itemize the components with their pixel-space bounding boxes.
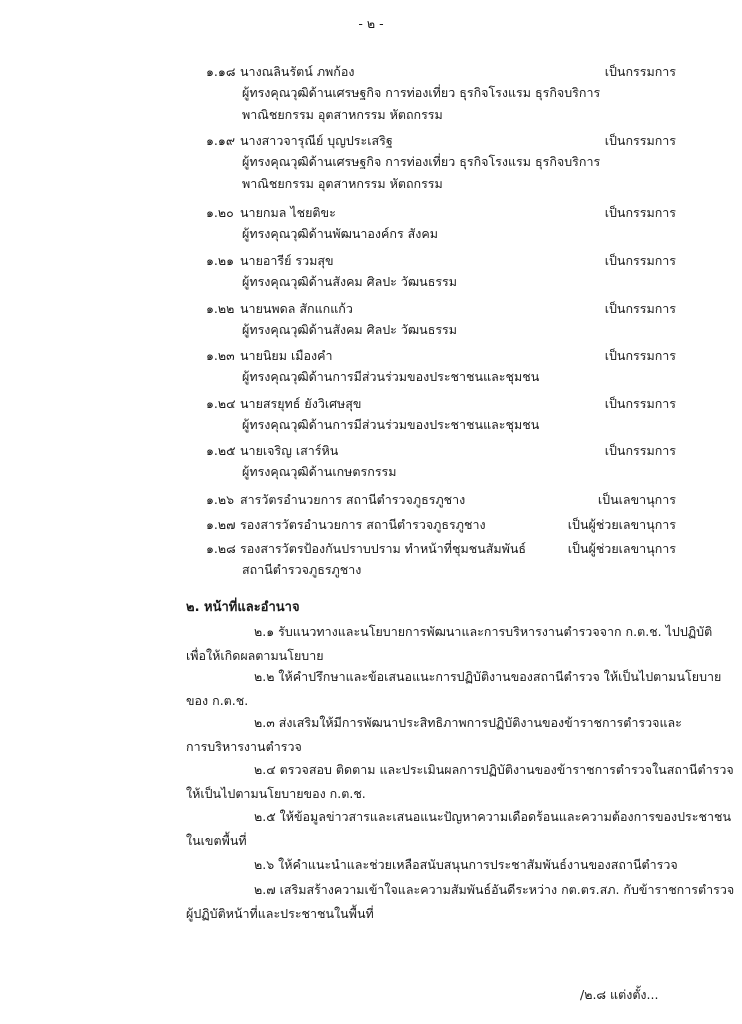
duty-item [186, 620, 713, 668]
duty-text: ๒.๓ ส่งเสริมให้มีการพัฒนาประสิทธิภาพการปฏิบัติงานของข้าราชการตำรวจและ [254, 715, 682, 730]
member-qualification: ผู้ทรงคุณวุฒิด้านพัฒนาองค์กร สังคม [242, 226, 438, 241]
member-qualification: ผู้ทรงคุณวุฒิด้านสังคม ศิลปะ วัฒนธรรม [242, 274, 458, 289]
member-entry [206, 299, 676, 341]
duty-text-continued: ของ ก.ต.ช. [186, 693, 249, 708]
member-qualification: พาณิชยกรรม อุตสาหกรรม หัตถกรรม [242, 107, 443, 122]
member-role: เป็นกรรมการ [604, 348, 676, 363]
member-qualification: ผู้ทรงคุณวุฒิด้านเกษตรกรรม [242, 464, 397, 479]
duty-text-continued: การบริหารงานตำรวจ [186, 739, 302, 754]
duty-text-continued: ในเขตพื้นที่ [186, 833, 247, 848]
member-entry [206, 203, 676, 245]
duty-text-continued: ผู้ปฏิบัติหน้าที่และประชาชนในพื้นที่ [186, 906, 374, 921]
member-name: นายสรยุทธ์ ยังวิเศษสุข [240, 396, 362, 411]
member-qualification: พาณิชยกรรม อุตสาหกรรม หัตถกรรม [242, 176, 443, 191]
duty-item [186, 853, 678, 877]
member-number: ๑.๒๗ [206, 517, 236, 532]
duty-item [186, 878, 735, 926]
member-qualification: ผู้ทรงคุณวุฒิด้านการมีส่วนร่วมของประชาชนและชุมชน [242, 417, 540, 432]
member-number: ๑.๒๑ [206, 253, 235, 268]
member-name: นายอารีย์ รวมสุข [240, 253, 334, 268]
member-role: เป็นกรรมการ [604, 301, 676, 316]
member-entry [206, 539, 676, 581]
duty-item [186, 665, 722, 713]
member-entry [206, 515, 676, 535]
member-role: เป็นกรรมการ [604, 133, 676, 148]
member-entry [206, 131, 676, 195]
member-qualification: สถานีตำรวจภูธรภูชาง [242, 562, 362, 577]
duty-text: ๒.๖ ให้คำแนะนำและช่วยเหลือสนับสนุนการประชาสัมพันธ์งานของสถานีตำรวจ [254, 857, 678, 872]
member-number: ๑.๒๔ [206, 396, 236, 411]
duty-text: ๒.๗ เสริมสร้างความเข้าใจและความสัมพันธ์อันดีระหว่าง กต.ตร.สภ. กับข้าราชการตำรวจ [254, 882, 735, 897]
duty-text: ๒.๔ ตรวจสอบ ติดตาม และประเมินผลการปฏิบัติงานของข้าราชการตำรวจในสถานีตำรวจ [254, 762, 734, 777]
duty-text: ๒.๒ ให้คำปรึกษาและข้อเสนอแนะการปฏิบัติงานของสถานีตำรวจ ให้เป็นไปตามนโยบาย [254, 669, 722, 684]
duty-text-continued: ให้เป็นไปตามนโยบายของ ก.ต.ช. [186, 786, 366, 801]
member-number: ๑.๒๖ [206, 492, 235, 507]
member-role: เป็นกรรมการ [604, 253, 676, 268]
member-role: เป็นเลขานุการ [597, 492, 676, 507]
member-qualification: ผู้ทรงคุณวุฒิด้านสังคม ศิลปะ วัฒนธรรม [242, 322, 458, 337]
duty-item [186, 758, 734, 806]
member-role: เป็นกรรมการ [604, 443, 676, 458]
member-name: รองสารวัตรป้องกันปราบปราม ทำหน้าที่ชุมชนสัมพันธ์ [240, 541, 527, 556]
member-name: นางสาวจารุณีย์ บุญประเสริฐ [240, 133, 393, 148]
member-qualification: ผู้ทรงคุณวุฒิด้านเศรษฐกิจ การท่องเที่ยว ธุรกิจโรงแรม ธุรกิจบริการ [242, 85, 601, 100]
member-number: ๑.๒๘ [206, 541, 236, 556]
section-title: ๒. หน้าที่และอำนาจ [186, 600, 300, 615]
member-number: ๑.๑๙ [206, 133, 235, 148]
duty-text: ๒.๕ ให้ข้อมูลข่าวสารและเสนอแนะปัญหาความเดือดร้อนและความต้องการของประชาชน [254, 809, 732, 824]
member-name: นายกมล ไชยติขะ [240, 205, 336, 220]
member-entry [206, 441, 676, 483]
member-entry [206, 394, 676, 436]
member-role: เป็นกรรมการ [604, 396, 676, 411]
member-qualification: ผู้ทรงคุณวุฒิด้านเศรษฐกิจ การท่องเที่ยว ธุรกิจโรงแรม ธุรกิจบริการ [242, 154, 601, 169]
member-number: ๑.๑๘ [206, 64, 236, 79]
member-name: นายนพดล สักแกแก้ว [240, 301, 353, 316]
duty-item [186, 805, 732, 853]
member-number: ๑.๒๕ [206, 443, 236, 458]
member-number: ๑.๒๒ [206, 301, 235, 316]
member-number: ๑.๒๓ [206, 348, 235, 363]
member-name: นายเจริญ เสาร์หิน [240, 443, 339, 458]
member-number: ๑.๒๐ [206, 205, 234, 220]
member-entry [206, 62, 676, 126]
member-name: นายนิยม เมืองคำ [240, 348, 333, 363]
duty-text-continued: เพื่อให้เกิดผลตามนโยบาย [186, 648, 324, 663]
member-role: เป็นกรรมการ [604, 205, 676, 220]
member-name: รองสารวัตรอำนวยการ สถานีตำรวจภูธรภูชาง [240, 517, 486, 532]
member-entry [206, 251, 676, 293]
member-qualification: ผู้ทรงคุณวุฒิด้านการมีส่วนร่วมของประชาชนและชุมชน [242, 369, 540, 384]
duty-text: ๒.๑ รับแนวทางและนโยบายการพัฒนาและการบริหารงานตำรวจจาก ก.ต.ช. ไปปฏิบัติ [254, 624, 713, 639]
member-role: เป็นผู้ช่วยเลขานุการ [567, 541, 676, 556]
member-name: สารวัตรอำนวยการ สถานีตำรวจภูธรภูชาง [240, 492, 466, 507]
member-entry [206, 346, 676, 388]
page-number: - ๒ - [358, 16, 384, 31]
member-name: นางณลินรัตน์ ภพก้อง [240, 64, 355, 79]
next-page-reference: /๒.๘ แต่งตั้ง... [580, 987, 659, 1002]
member-entry [206, 490, 676, 510]
member-role: เป็นกรรมการ [604, 64, 676, 79]
member-role: เป็นผู้ช่วยเลขานุการ [567, 517, 676, 532]
duty-item [186, 711, 682, 759]
